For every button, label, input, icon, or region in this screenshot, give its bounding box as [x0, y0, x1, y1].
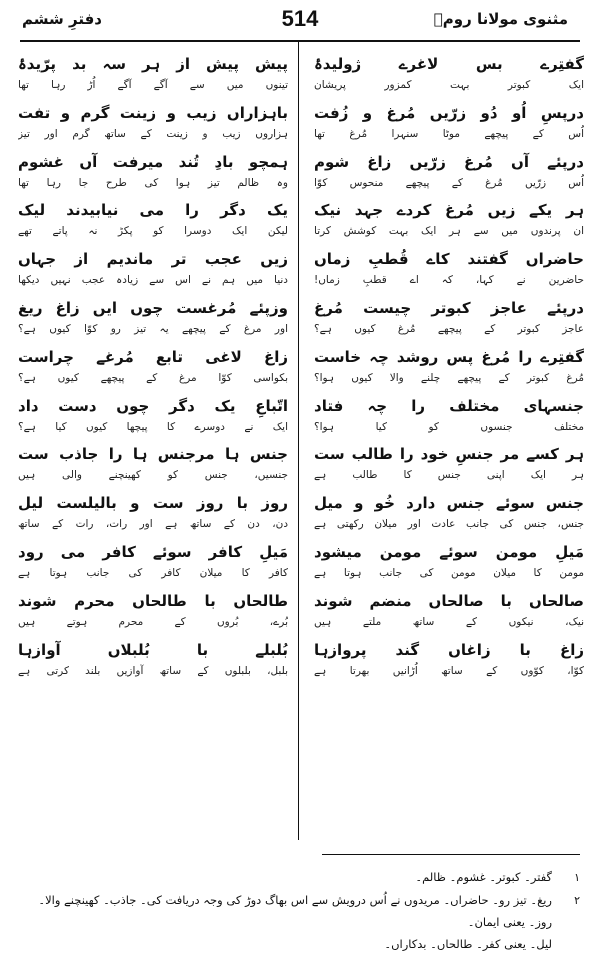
verse-entry [18, 247, 288, 296]
urdu-translation: بُرے، بُروں کے محرم ہوتے ہیں [18, 615, 288, 628]
urdu-translation: ہزاروں زیب و زینت کے ساتھ گرم اور تیز [18, 127, 288, 140]
verse-entry [314, 52, 584, 101]
verse-entry [18, 52, 288, 101]
persian-verse: ہمچو بادِ تُند میرفت آں غشوم [18, 152, 288, 171]
persian-verse: جنس ہا مرجنس ہا را جاذب ست [18, 445, 288, 464]
verse-entry [314, 394, 584, 443]
verse-entry [314, 491, 584, 540]
urdu-translation: اُس زرّیں مُرغ کے پیچھے منحوس کوّا [314, 176, 584, 189]
verse-entry [18, 540, 288, 589]
footnote [20, 889, 580, 933]
footnote-number: ۱ [574, 871, 580, 884]
persian-verse: جنس سوئے جنس دارد خُو و میل [314, 494, 584, 513]
verse-entry [314, 198, 584, 247]
verse-entry [18, 394, 288, 443]
persian-verse: مَیلِ مومن سوئے مومن میشود [314, 542, 584, 561]
urdu-translation: بکواسی کوّا مرغ کے پیچھے کیوں ہے؟ [18, 371, 288, 384]
book-title: مثنوی مولانا رومؒ [433, 10, 568, 28]
persian-verse: بُلبلے با بُلبلاں آوازہا [18, 640, 288, 659]
persian-verse: درپئے عاجز کبوتر چیست مُرغ [314, 298, 584, 317]
urdu-translation: ہر ایک اپنی جنس کا طالب ہے [314, 469, 584, 482]
verse-entry [18, 638, 288, 687]
verse-entry [18, 296, 288, 345]
verse-entry [18, 345, 288, 394]
verse-entry [314, 589, 584, 638]
urdu-translation: نیک، نیکوں کے ساتھ ملتے ہیں [314, 615, 584, 628]
verse-entry [18, 150, 288, 199]
urdu-translation: حاضرین نے کہا، کہ اے قطبِ زماں! [314, 274, 584, 287]
verse-entry [314, 101, 584, 150]
persian-verse: زیں عجب تر ماندیم از جہاں [18, 250, 288, 269]
column-divider [298, 42, 299, 840]
persian-verse: پیش پیش از ہر سہ بد پرّیدۂ [18, 55, 288, 73]
urdu-translation: ایک کبوتر بہت کمزور پریشان [314, 79, 584, 91]
right-column [314, 52, 584, 686]
footnote [20, 866, 580, 889]
persian-verse: باہزاراں زیب و زینت گرم و تفت [18, 103, 288, 122]
urdu-translation: دن، دن کے ساتھ ہے اور رات، رات کے ساتھ [18, 518, 288, 531]
urdu-translation: اُس کے پیچھے موٹا سنہرا مُرغ تھا [314, 127, 584, 140]
persian-verse: روز با روز ست و بالیلست لیل [18, 494, 288, 513]
verse-entry [18, 442, 288, 491]
verse-entry [314, 296, 584, 345]
page-header [0, 0, 600, 40]
persian-verse: درپسِ اُو دُو زرّیں مُرغ و زُفت [314, 103, 584, 122]
left-column [18, 52, 288, 686]
urdu-translation: جنسیں، جنس کو کھینچنے والی ہیں [18, 469, 288, 482]
persian-verse: اتّباعِ یک دگر چوں دست داد [18, 396, 288, 415]
page-number: 514 [281, 6, 319, 31]
persian-verse: وزپئے مُرغست چوں ایں زاغ ریغ [18, 298, 288, 317]
footnote-number: ۲ [574, 894, 580, 907]
urdu-translation: بلبل، بلبلوں کے ساتھ آوازیں بلند کرتی ہے [18, 664, 288, 677]
verse-entry [18, 491, 288, 540]
urdu-translation: عاجز کبوتر کے پیچھے مُرغ کیوں ہے؟ [314, 322, 584, 335]
urdu-translation: مختلف جنسوں کو کیا ہوا؟ [314, 420, 584, 433]
urdu-translation: کافر کا میلان کافر کی جانب ہوتا ہے [18, 566, 288, 579]
persian-verse: زاغ با زاغاں گند پروازہا [314, 640, 584, 659]
footnote-text: لیل۔ یعنی کفر۔ طالحاں۔ بدکاراں۔ [384, 937, 552, 951]
urdu-translation: دنیا میں ہم نے اس سے زیادہ عجب نہیں دیکھا [18, 274, 288, 287]
verse-entry [314, 150, 584, 199]
persian-verse: گفتِرے بس لاغرے ژولیدۂ [314, 55, 584, 73]
urdu-translation: کوّا، کوّوں کے ساتھ اُڑانیں بھرتا ہے [314, 664, 584, 677]
verse-entry [18, 198, 288, 247]
persian-verse: یک دگر را می نیابیدند لیک [18, 201, 288, 220]
urdu-translation: مومن کا میلان مومن کی جانب ہوتا ہے [314, 566, 584, 579]
persian-verse: جنسہای مختلف را چہ فتاد [314, 396, 584, 415]
urdu-translation: وہ ظالم تیز ہوا کی طرح جا رہا تھا [18, 176, 288, 189]
header-rule [20, 40, 580, 42]
urdu-translation: جنس، جنس کی جانب عادت اور میلان رکھتی ہے [314, 518, 584, 531]
urdu-translation: ان پرندوں میں سے ہر ایک بہت کوشش کرتا [314, 225, 584, 238]
persian-verse: ہر کسے مر جنسِ خود را طالب ست [314, 445, 584, 464]
persian-verse: حاضراں گفتند کاے قُطبِ زماں [314, 250, 584, 269]
persian-verse: درپئے آں مُرغ زرّیں زاغ شوم [314, 152, 584, 171]
persian-verse: صالحاں با صالحاں منضم شوند [314, 591, 584, 610]
urdu-translation: تینوں میں سے آگے آگے اُڑ رہا تھا [18, 79, 288, 91]
footnote-text: گفتر۔ کبوتر۔ غشوم۔ ظالم۔ [415, 870, 552, 884]
persian-verse: ہر یکے زیں مُرغ کردے جہد نیک [314, 201, 584, 220]
verse-entry [314, 540, 584, 589]
footnote [20, 933, 580, 955]
verse-entry [314, 345, 584, 394]
urdu-translation: اور مرغ کے پیچھے یہ تیز رو کوّا کیوں ہے؟ [18, 322, 288, 335]
persian-verse: زاغ لاغی تابع مُرغے چراست [18, 347, 288, 366]
urdu-translation: لیکن ایک دوسرا کو پکڑ نہ پاتے تھے [18, 225, 288, 238]
verse-entry [314, 247, 584, 296]
verse-entry [314, 442, 584, 491]
volume-label: دفترِ ششم [22, 10, 102, 28]
persian-verse: مَیلِ کافر سوئے کافر می رود [18, 542, 288, 561]
persian-verse: طالحاں با طالحاں محرم شوند [18, 591, 288, 610]
footnote-rule [322, 854, 580, 855]
verse-entry [18, 589, 288, 638]
verse-entry [314, 638, 584, 687]
urdu-translation: مُرغ کبوتر کے پیچھے چلنے والا کیوں ہوا؟ [314, 371, 584, 384]
footnotes [20, 866, 580, 955]
urdu-translation: ایک نے دوسرے کا پیچھا کیوں کیا ہے؟ [18, 420, 288, 433]
persian-verse: گفتِرے را مُرغ پس روشد چہ خاست [314, 347, 584, 366]
verse-entry [18, 101, 288, 150]
footnote-text: ریغ۔ تیز رو۔ حاضراں۔ مریدوں نے اُس درویش سے اس بھاگ دوڑ کی وجہ دریافت کی۔ جاذب۔ کھینچنے والا۔ روز۔ یعنی ایمان۔ [38, 893, 552, 929]
